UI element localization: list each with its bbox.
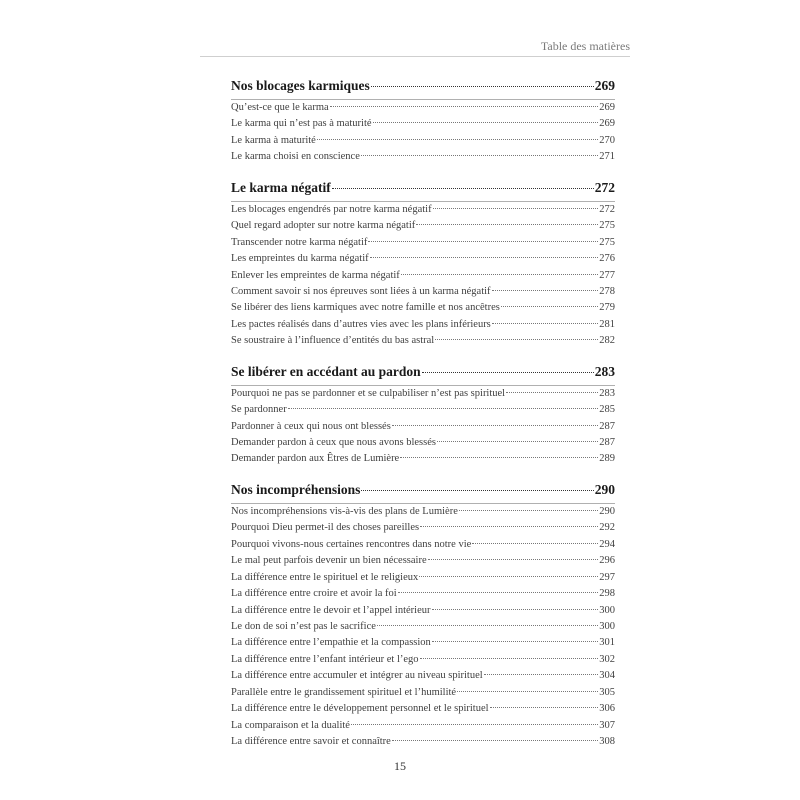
- entry-title: La différence entre le spirituel et le religieux: [231, 571, 419, 583]
- entry-page-number: 305: [599, 686, 615, 698]
- entry-title: La différence entre le développement personnel et le spirituel: [231, 703, 489, 715]
- entry-title: Enlever les empreintes de karma négatif: [231, 269, 400, 281]
- toc-entry: [231, 605, 615, 621]
- dot-leader: [330, 106, 599, 107]
- toc-section: [231, 78, 615, 168]
- entry-page-number: 307: [599, 719, 615, 731]
- section-title: Nos incompréhensions: [231, 481, 361, 497]
- dot-leader: [492, 290, 599, 291]
- dot-leader: [490, 707, 599, 708]
- toc-entry: [231, 286, 615, 302]
- table-of-contents: [231, 78, 615, 764]
- toc-entry: [231, 437, 615, 453]
- entry-title: La différence entre accumuler et intégrer au niveau spirituel: [231, 670, 483, 682]
- entry-title: La différence entre l’empathie et la compassion: [231, 637, 431, 649]
- dot-leader: [351, 724, 598, 725]
- toc-entry: [231, 404, 615, 420]
- dot-leader: [373, 122, 599, 123]
- entry-title: Qu’est-ce que le karma: [231, 102, 329, 113]
- toc-entry: [231, 621, 615, 637]
- page-number: 15: [394, 759, 406, 773]
- toc-section-heading: [231, 482, 615, 504]
- dot-leader: [457, 691, 598, 692]
- entry-page-number: 276: [599, 253, 615, 265]
- toc-section-heading: [231, 364, 615, 386]
- entry-title: Les pactes réalisés dans d’autres vies avec les plans inférieurs: [231, 318, 491, 330]
- entry-page-number: 269: [599, 102, 615, 113]
- entry-title: Les empreintes du karma négatif: [231, 253, 369, 265]
- toc-entry: [231, 654, 615, 670]
- toc-section: [231, 482, 615, 753]
- entry-title: Transcender notre karma négatif: [231, 236, 368, 248]
- entry-title: Demander pardon à ceux que nous avons blessés: [231, 437, 436, 448]
- entry-page-number: 282: [599, 335, 615, 347]
- toc-entry: [231, 539, 615, 555]
- entry-page-number: 296: [599, 555, 615, 567]
- entry-page-number: 298: [599, 588, 615, 600]
- dot-leader: [392, 740, 598, 741]
- entry-title: Demander pardon aux Êtres de Lumière: [231, 453, 400, 465]
- toc-entry: [231, 253, 615, 269]
- dot-leader: [332, 188, 594, 189]
- dot-leader: [433, 208, 599, 209]
- toc-entry: [231, 204, 615, 220]
- entry-page-number: 283: [599, 387, 615, 399]
- dot-leader: [368, 241, 598, 242]
- toc-entry: [231, 270, 615, 286]
- dot-leader: [400, 457, 598, 458]
- dot-leader: [420, 526, 598, 527]
- toc-entry: [231, 555, 615, 571]
- toc-entry: [231, 135, 615, 151]
- dot-leader: [288, 408, 599, 409]
- dot-leader: [398, 592, 599, 593]
- dot-leader: [420, 658, 599, 659]
- dot-leader: [361, 155, 598, 156]
- entry-page-number: 300: [599, 620, 615, 632]
- toc-entry: [231, 388, 615, 404]
- dot-leader: [484, 674, 599, 675]
- entry-page-number: 308: [599, 736, 615, 747]
- entry-title: Le mal peut parfois devenir un bien nécessaire: [231, 555, 427, 567]
- toc-section: [231, 364, 615, 470]
- entry-page-number: 294: [599, 538, 615, 550]
- toc-section-heading: [231, 78, 615, 100]
- header-rule: [200, 56, 630, 57]
- running-header-title: Table des matières: [540, 39, 630, 53]
- toc-entry: [231, 670, 615, 686]
- dot-leader: [371, 86, 594, 87]
- dot-leader: [422, 372, 594, 373]
- dot-leader: [401, 274, 598, 275]
- toc-entry: [231, 572, 615, 588]
- dot-leader: [506, 392, 598, 393]
- toc-entry: [231, 453, 615, 469]
- dot-leader: [317, 139, 598, 140]
- dot-leader: [392, 425, 598, 426]
- toc-entry: [231, 220, 615, 236]
- entry-page-number: 271: [599, 151, 615, 163]
- entry-title: Se soustraire à l’influence d’entités du bas astral: [231, 335, 435, 347]
- entry-title: Le don de soi n’est pas le sacrifice: [231, 620, 376, 632]
- dot-leader: [416, 224, 598, 225]
- dot-leader: [432, 609, 599, 610]
- toc-entry: [231, 335, 615, 351]
- dot-leader: [370, 257, 599, 258]
- toc-entry: [231, 522, 615, 538]
- entry-title: Le karma choisi en conscience: [231, 151, 360, 163]
- entry-title: La différence entre savoir et connaître: [231, 736, 391, 747]
- toc-entry: [231, 736, 615, 752]
- toc-entry: [231, 151, 615, 167]
- dot-leader: [459, 510, 598, 511]
- entry-page-number: 290: [599, 505, 615, 517]
- section-page-number: 290: [594, 481, 615, 497]
- entry-page-number: 304: [599, 670, 615, 682]
- entry-page-number: 289: [599, 453, 615, 465]
- entry-page-number: 281: [599, 318, 615, 330]
- entry-title: Comment savoir si nos épreuves sont liées à un karma négatif: [231, 285, 491, 297]
- entry-page-number: 301: [599, 637, 615, 649]
- entry-page-number: 279: [599, 302, 615, 314]
- entry-page-number: 278: [599, 285, 615, 297]
- section-page-number: 283: [594, 363, 615, 379]
- dot-leader: [437, 441, 598, 442]
- entry-title: Se pardonner: [231, 404, 287, 416]
- dot-leader: [428, 559, 599, 560]
- entry-page-number: 285: [599, 404, 615, 416]
- entry-page-number: 297: [599, 571, 615, 583]
- dot-leader: [472, 543, 598, 544]
- entry-page-number: 287: [599, 420, 615, 432]
- entry-title: Le karma à maturité: [231, 134, 316, 146]
- entry-title: Parallèle entre le grandissement spirituel et l’humilité: [231, 686, 457, 698]
- entry-page-number: 272: [599, 203, 615, 215]
- section-title: Nos blocages karmiques: [231, 78, 370, 93]
- entry-page-number: 292: [599, 522, 615, 534]
- entry-page-number: 269: [599, 118, 615, 130]
- toc-entry: [231, 637, 615, 653]
- entry-title: Les blocages engendrés par notre karma négatif: [231, 203, 432, 215]
- entry-title: Pourquoi ne pas se pardonner et se culpabiliser n’est pas spirituel: [231, 387, 506, 399]
- section-title: Le karma négatif: [231, 179, 331, 195]
- entry-page-number: 300: [599, 604, 615, 616]
- entry-page-number: 270: [599, 134, 615, 146]
- dot-leader: [501, 306, 598, 307]
- dot-leader: [435, 339, 598, 340]
- entry-title: La différence entre l’enfant intérieur et l’ego: [231, 653, 419, 665]
- entry-title: Pourquoi Dieu permet-il des choses pareilles: [231, 522, 420, 534]
- dot-leader: [492, 323, 598, 324]
- toc-entry: [231, 703, 615, 719]
- toc-entry: [231, 237, 615, 253]
- toc-entry: [231, 102, 615, 118]
- entry-page-number: 277: [599, 269, 615, 281]
- toc-entry: [231, 506, 615, 522]
- toc-section: [231, 180, 615, 352]
- dot-leader: [419, 576, 598, 577]
- toc-entry: [231, 319, 615, 335]
- entry-title: Quel regard adopter sur notre karma négatif: [231, 220, 416, 232]
- entry-title: La comparaison et la dualité: [231, 719, 350, 731]
- toc-entry: [231, 720, 615, 736]
- entry-title: Le karma qui n’est pas à maturité: [231, 118, 372, 130]
- entry-page-number: 275: [599, 220, 615, 232]
- entry-page-number: 302: [599, 653, 615, 665]
- entry-page-number: 287: [599, 437, 615, 448]
- entry-title: Nos incompréhensions vis-à-vis des plans de Lumière: [231, 505, 458, 517]
- entry-page-number: 275: [599, 236, 615, 248]
- entry-page-number: 306: [599, 703, 615, 715]
- entry-title: Pourquoi vivons-nous certaines rencontres dans notre vie: [231, 538, 472, 550]
- entry-title: La différence entre le devoir et l’appel intérieur: [231, 604, 431, 616]
- entry-title: Se libérer des liens karmiques avec notre famille et nos ancêtres: [231, 302, 500, 314]
- toc-entry: [231, 588, 615, 604]
- entry-title: La différence entre croire et avoir la foi: [231, 588, 397, 600]
- toc-entry: [231, 421, 615, 437]
- toc-section-heading: [231, 180, 615, 202]
- dot-leader: [432, 641, 598, 642]
- section-title: Se libérer en accédant au pardon: [231, 363, 421, 379]
- dot-leader: [377, 625, 598, 626]
- section-page-number: 272: [594, 179, 615, 195]
- toc-entry: [231, 302, 615, 318]
- toc-entry: [231, 687, 615, 703]
- section-page-number: 269: [594, 78, 615, 93]
- toc-entry: [231, 118, 615, 134]
- entry-title: Pardonner à ceux qui nous ont blessés: [231, 420, 391, 432]
- dot-leader: [361, 490, 593, 491]
